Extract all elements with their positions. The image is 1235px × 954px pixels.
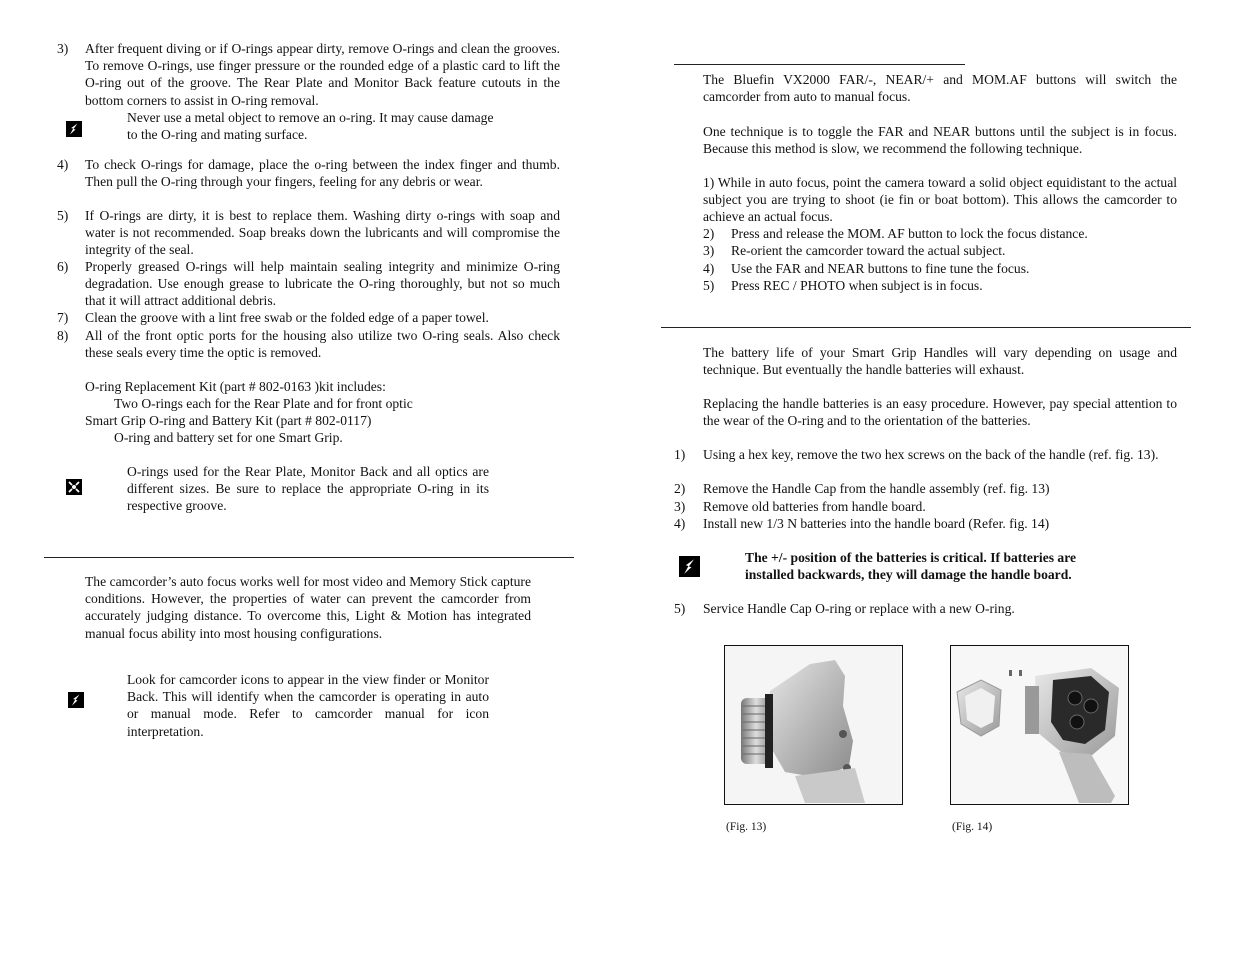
- battery-step: [674, 600, 1177, 618]
- list-text: Use the FAR and NEAR buttons to fine tune the focus.: [731, 261, 1030, 276]
- list-item: [57, 40, 560, 110]
- list-text: Remove the Handle Cap from the handle assembly (ref. fig. 13): [703, 481, 1050, 496]
- list-number: 3): [57, 41, 69, 56]
- list-number: 4): [57, 157, 69, 172]
- list-text: Remove old batteries from handle board.: [703, 499, 926, 514]
- battery-step: [674, 498, 1177, 516]
- battery-step: [674, 480, 1177, 498]
- list-text: Properly greased O-rings will help maintain sealing integrity and minimize O-ring degradation. Use enough grease to lubricate the O-ring thoroughly, but not so much that it will attract additional debris.: [85, 259, 560, 309]
- section-divider: [661, 327, 1191, 328]
- section-divider: [674, 64, 965, 65]
- kit-description: O-ring and battery set for one Smart Grip.: [114, 430, 343, 445]
- battery-paragraph: The battery life of your Smart Grip Handles will vary depending on usage and technique. But eventually the handle batteries will exhaust.: [703, 345, 1177, 378]
- warning-note: Never use a metal object to remove an o-ring. It may cause damage to the O-ring and mating surface.: [127, 110, 494, 143]
- list-item: [57, 309, 560, 327]
- list-item: [57, 327, 560, 362]
- list-number: 2): [703, 226, 715, 241]
- list-text: If O-rings are dirty, it is best to replace them. Washing dirty o-rings with soap and water is not recommended. Soap breaks down the lubricants and will compromise the integrity of the seal.: [85, 208, 560, 258]
- list-text: Using a hex key, remove the two hex screws on the back of the handle (ref. fig. 13).: [703, 447, 1159, 462]
- list-item: [57, 258, 560, 310]
- focus-paragraph: One technique is to toggle the FAR and NEAR buttons until the subject is in focus. Because this method is slow, we recommend the following technique.: [703, 124, 1177, 157]
- battery-step: [674, 446, 1177, 481]
- list-number: 8): [57, 328, 69, 343]
- focus-step: [703, 277, 1177, 295]
- battery-paragraph: Replacing the handle batteries is an easy procedure. However, pay special attention to the wear of the O-ring and to the orientation of the batteries.: [703, 396, 1177, 429]
- list-text: All of the front optic ports for the housing also utilize two O-ring seals. Also check these seals every time the optic is removed.: [85, 328, 560, 361]
- list-number: 6): [57, 259, 69, 274]
- kit-description: Two O-rings each for the Rear Plate and for front optic: [114, 396, 413, 411]
- list-text: After frequent diving or if O-rings appear dirty, remove O-rings and clean the grooves. To remove O-rings, use finger pressure or the rounded edge of a plastic card to lift the O-ring out of the groove. The Rear Plate and Monitor Back feature cutouts in the bottom corners to assist in O-ring removal.: [85, 41, 560, 108]
- list-number: 5): [703, 278, 715, 293]
- icons-note: Look for camcorder icons to appear in the view finder or Monitor Back. This will identify when the camcorder is operating in auto or manual mode. Refer to camcorder manual for icon interpretation.: [127, 672, 489, 739]
- focus-step: [703, 225, 1177, 243]
- focus-step: [703, 242, 1177, 260]
- focus-step: [703, 260, 1177, 278]
- autofocus-paragraph: The camcorder’s auto focus works well for most video and Memory Stick capture conditions. However, the properties of water can prevent the camcorder from accurately judging distance. To overcome this, Light & Motion has integrated manual focus ability into most housing configurations.: [85, 574, 531, 641]
- list-number: 4): [703, 261, 715, 276]
- focus-step: 1) While in auto focus, point the camera toward a solid object equidistant to the actual subject you are trying to shoot (ie fin or boat bottom). This allows the camcorder to achieve an actual focus.: [703, 175, 1177, 225]
- tip-icon: [66, 479, 82, 495]
- kit-title: Smart Grip O-ring and Battery Kit (part # 802-0117): [85, 413, 372, 428]
- list-text: Press and release the MOM. AF button to lock the focus distance.: [731, 226, 1088, 241]
- focus-paragraph: The Bluefin VX2000 FAR/-, NEAR/+ and MOM.AF buttons will switch the camcorder from auto to manual focus.: [703, 72, 1177, 105]
- list-number: 7): [57, 310, 69, 325]
- list-number: 5): [57, 208, 69, 223]
- list-text: Re-orient the camcorder toward the actual subject.: [731, 243, 1006, 258]
- list-number: 3): [674, 499, 686, 514]
- figure-13-caption: (Fig. 13): [726, 821, 767, 833]
- list-number: 4): [674, 516, 686, 531]
- kit-title: O-ring Replacement Kit (part # 802-0163 )kit includes:: [85, 379, 386, 394]
- tip-note: O-rings used for the Rear Plate, Monitor Back and all optics are different sizes. Be sure to replace the appropriate O-ring in its respective groove.: [127, 464, 489, 514]
- warning-icon: [68, 692, 84, 708]
- figure-14-photo: [950, 645, 1129, 805]
- list-number: 5): [674, 601, 686, 616]
- list-text: Press REC / PHOTO when subject is in focus.: [731, 278, 983, 293]
- list-text: Clean the groove with a lint free swab or the folded edge of a paper towel.: [85, 310, 489, 325]
- list-text: To check O-rings for damage, place the o-ring between the index finger and thumb. Then pull the O-ring through your fingers, feeling for any debris or wear.: [85, 157, 560, 190]
- list-text: Install new 1/3 N batteries into the handle board (Refer. fig. 14): [703, 516, 1050, 531]
- warning-icon: [679, 556, 700, 577]
- list-item: [57, 156, 560, 208]
- list-number: 3): [703, 243, 715, 258]
- battery-warning-note: The +/- position of the batteries is critical. If batteries are installed backwards, they will damage the handle board.: [745, 550, 1077, 583]
- list-number: 2): [674, 481, 686, 496]
- list-text: Service Handle Cap O-ring or replace with a new O-ring.: [703, 601, 1015, 616]
- list-number: 1): [674, 447, 686, 462]
- list-item: [57, 207, 560, 259]
- section-divider: [44, 557, 574, 558]
- warning-icon: [66, 121, 82, 137]
- battery-step: [674, 515, 1177, 533]
- figure-14-caption: (Fig. 14): [952, 821, 993, 833]
- figure-13-photo: [724, 645, 903, 805]
